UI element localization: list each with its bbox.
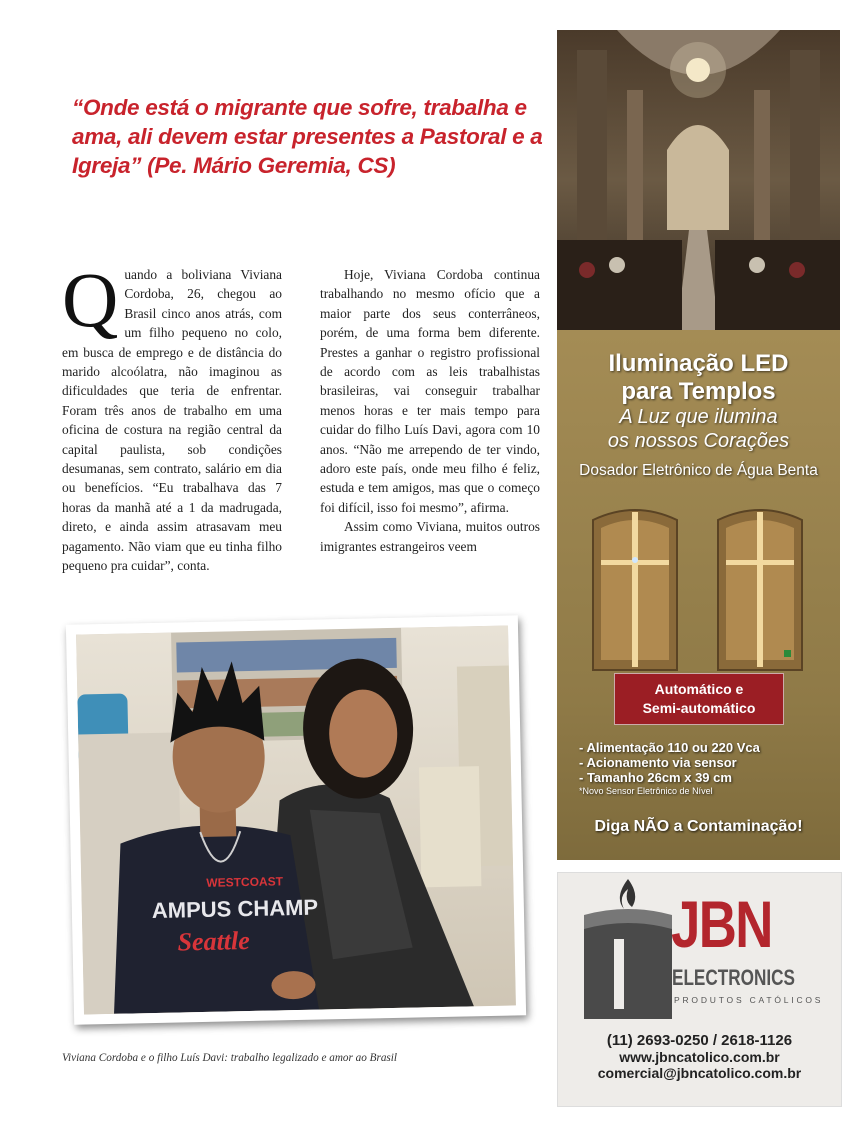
- jbn-website[interactable]: www.jbncatolico.com.br: [619, 1049, 780, 1065]
- ad-specs: - Alimentação 110 ou 220 Vca - Acionamento via sensor - Tamanho 26cm x 39 cm *Novo Sensor Eletrônico de Nível: [579, 740, 760, 796]
- article-paragraph: Quando a boliviana Viviana Cordoba, 26, chegou ao Brasil cinco anos atrás, com um filho pequeno no colo, em busca de emprego e de distância do marido alcoólatra, não imaginou as dificuldades que teria de enfrentar. Foram três anos de trabalho em uma oficina de costura na região central da capital paulista, sob condições desumanas, sem contrato, salário em dia ou benefícios. “Eu trabalhava das 7 horas da manhã até a 1 da madrugada, direto, e ainda assim atrasavam meu pagamento. Não viam que eu tinha filho pequeno pra cuidar”, conta.: [62, 256, 282, 574]
- jbn-logo-text: JBN: [671, 887, 772, 961]
- jbn-email[interactable]: comercial@jbncatolico.com.br: [597, 1065, 802, 1081]
- shirt-text: WESTCOAST: [206, 874, 284, 890]
- holy-water-dispenser-image: [587, 500, 683, 680]
- ad-title: Iluminação LED para Templos: [608, 350, 789, 405]
- church-interior-image: [557, 30, 840, 330]
- ad-slogan: A Luz que ilumina os nossos Corações: [607, 406, 790, 452]
- shirt-text: AMPUS CHAMP: [151, 894, 319, 924]
- article-paragraph: Assim como Viviana, muitos outros imigrantes estrangeiros veem: [320, 519, 540, 554]
- ad-mode-box: Automático e Semi-automático: [614, 673, 784, 725]
- ad-product-name: Dosador Eletrônico de Água Benta: [579, 462, 818, 479]
- pull-quote: “Onde está o migrante que sofre, trabalha e ama, ali devem estar presentes a Pastoral e a Igreja” (Pe. Mário Geremia, CS): [72, 95, 543, 178]
- shirt-text: Seattle: [177, 925, 251, 957]
- jbn-contact-info: [558, 1033, 841, 1081]
- holy-water-dispenser-image: [712, 500, 808, 680]
- photo-caption: Viviana Cordoba e o filho Luís Davi: trabalho legalizado e amor ao Brasil: [62, 1052, 397, 1064]
- jbn-advertisement[interactable]: [557, 872, 842, 1107]
- photo-illustration: [76, 626, 516, 1015]
- article-column-1: [62, 256, 282, 576]
- article-column-2: [320, 265, 540, 556]
- jbn-logo-subtitle: ELECTRONICS: [672, 965, 795, 990]
- jbn-logo-tagline: PRODUTOS CATÓLICOS: [674, 995, 824, 1005]
- drop-cap: Q: [62, 256, 119, 343]
- candle-logo-icon: [584, 879, 672, 1019]
- photo-frame: [66, 615, 526, 1024]
- photo-mother-and-son: [76, 626, 516, 1015]
- led-advertisement[interactable]: [557, 30, 840, 860]
- ad-tagline: Diga NÃO a Contaminação!: [594, 818, 803, 835]
- jbn-phone: (11) 2693-0250 / 2618-1126: [606, 1032, 793, 1049]
- article-paragraph: Hoje, Viviana Cordoba continua trabalhando no mesmo ofício que a maior parte dos seus conterrâneos, porém, de uma forma bem diferente. Prestes a ganhar o registro profissional de acordo com as leis trabalhistas brasileiras, vai conseguir trabalhar menos horas e ter mais tempo para cuidar do filho Luís Davi, agora com 10 anos. “Não me arrependo de ter vindo, adoro este país, onde meu filho é feliz, estuda e tem amigos, mas que o começo foi difícil, isso foi mesmo”, afirma.: [320, 267, 540, 515]
